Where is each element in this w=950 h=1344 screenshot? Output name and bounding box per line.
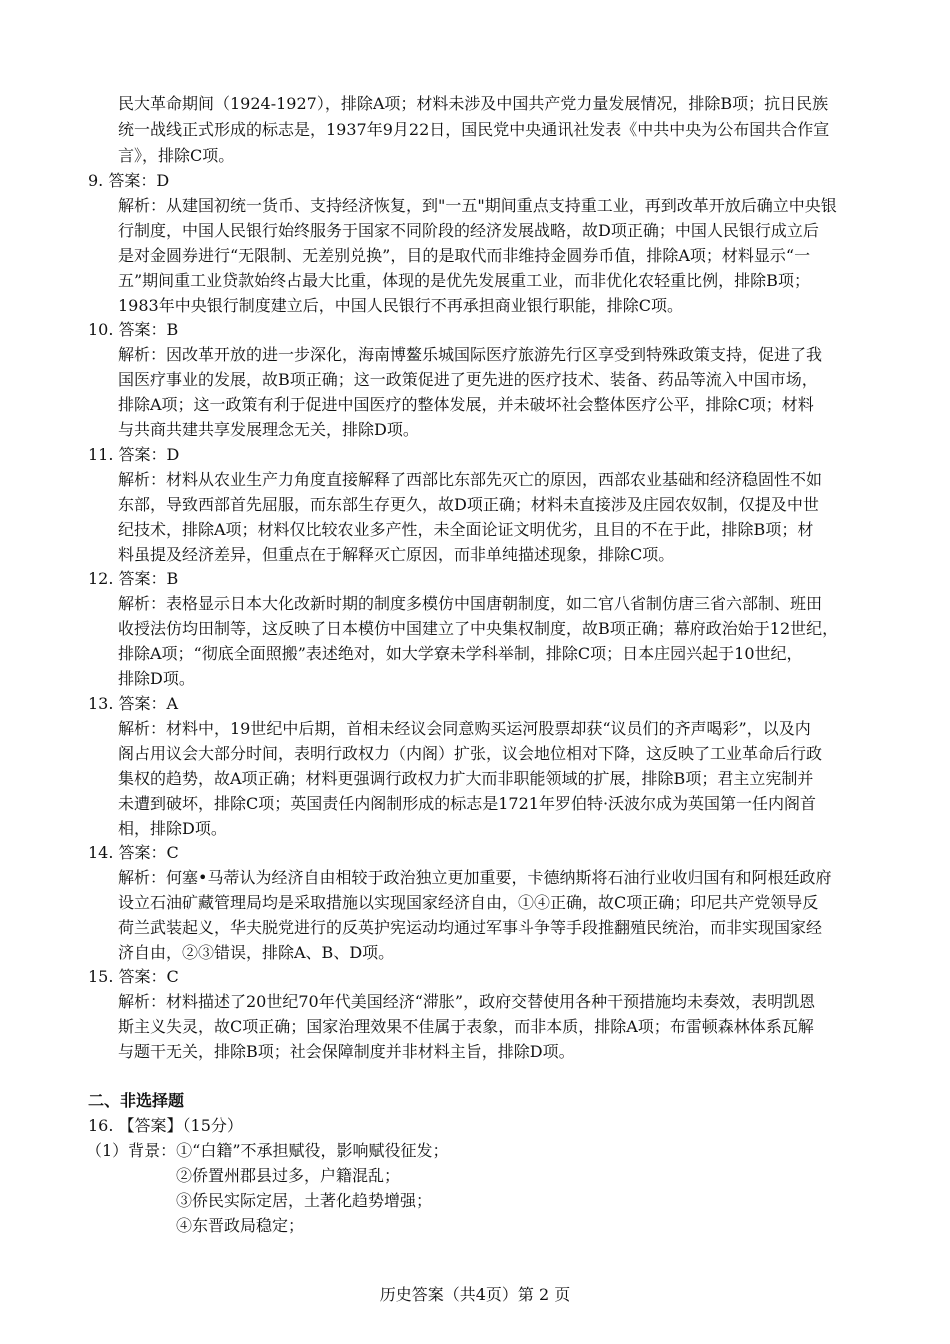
explanation-line: 行制度，中国人民银行始终服务于国家不同阶段的经济发展战略，故D项正确；中国人民银行成立后	[118, 221, 819, 240]
explanation-line: 未遭到破坏，排除C项；英国责任内阁制形成的标志是1721年罗伯特·沃波尔成为英国第一任内阁首	[118, 794, 817, 813]
explanation-line: 阁占用议会大部分时间，表明行政权力（内阁）扩张，议会地位相对下降，这反映了工业革命后行政	[118, 744, 823, 763]
explanation-line: 东部，导致西部首先屈服，而东部生存更久，故D项正确；材料未直接涉及庄园农奴制，仅提及中世	[118, 495, 819, 514]
explanation-line: 解析：何塞•马蒂认为经济自由相较于政治独立更加重要，卡德纳斯将石油行业收归国有和阿根廷政府	[118, 868, 832, 887]
answer-line: ③侨民实际定居，土著化趋势增强；	[176, 1191, 433, 1210]
answer-heading: 13. 答案：A	[88, 694, 179, 713]
answer-heading: 10. 答案：B	[88, 320, 179, 339]
explanation-line: 排除A项；这一政策有利于促进中国医疗的整体发展，并未破坏社会整体医疗公平，排除C项；材料	[118, 395, 814, 414]
explanation-line: 斯主义失灵，故C项正确；国家治理效果不佳属于表象，而非本质，排除A项；布雷顿森林体系瓦解	[118, 1017, 814, 1036]
explanation-line: 排除D项。	[118, 669, 195, 688]
page-footer: 历史答案（共4页）第 2 页	[379, 1285, 571, 1304]
answer-line: ②侨置州郡县过多，户籍混乱；	[176, 1166, 401, 1185]
explanation-line: 解析：材料中，19世纪中后期，首相未经议会同意购买运河股票却获“议员们的齐声喝彩”，以及内	[118, 719, 811, 738]
explanation-line: 济自由，②③错误，排除A、B、D项。	[118, 943, 395, 962]
paragraph-line: 统一战线正式形成的标志是，1937年9月22日，国民党中央通讯社发表《中共中央为公布国共合作宣	[118, 120, 830, 139]
explanation-line: 与题干无关，排除B项；社会保障制度并非材料主旨，排除D项。	[118, 1042, 575, 1061]
explanation-line: 解析：从建国初统一货币、支持经济恢复，到"一五"期间重点支持重工业，再到改革开放后确立中央银	[118, 196, 837, 215]
explanation-line: 料虽提及经济差异，但重点在于解释灭亡原因，而非单纯描述现象，排除C项。	[118, 545, 675, 564]
paragraph-line: 言》，排除C项。	[118, 146, 235, 165]
answer-line: ④东晋政局稳定；	[176, 1216, 305, 1235]
explanation-line: 排除A项；“彻底全面照搬”表述绝对，如大学寮未学科举制，排除C项；日本庄园兴起于10世纪，	[118, 644, 803, 663]
explanation-line: 国医疗事业的发展，故B项正确；这一政策促进了更先进的医疗技术、装备、药品等流入中国市场，	[118, 370, 818, 389]
answer-heading: 12. 答案：B	[88, 569, 179, 588]
answer-line: （1）背景：①“白籍”不承担赋役，影响赋役征发；	[86, 1141, 449, 1160]
answer-heading: 11. 答案：D	[88, 445, 180, 464]
answer-heading: 9. 答案：D	[88, 171, 170, 190]
paragraph-line: 民大革命期间（1924-1927），排除A项；材料未涉及中国共产党力量发展情况，排除B项；抗日民族	[118, 94, 829, 113]
explanation-line: 五”期间重工业贷款始终占最大比重，体现的是优先发展重工业，而非优化农轻重比例，排除B项；	[118, 271, 810, 290]
answer-heading: 15. 答案：C	[88, 967, 179, 986]
explanation-line: 解析：表格显示日本大化改新时期的制度多模仿中国唐朝制度，如二官八省制仿唐三省六部制、班田	[118, 594, 823, 613]
explanation-line: 解析：材料从农业生产力角度直接解释了西部比东部先灭亡的原因，西部农业基础和经济稳固性不如	[118, 470, 823, 489]
explanation-line: 设立石油矿藏管理局均是采取措施以实现国家经济自由，①④正确，故C项正确；印尼共产党领导反	[118, 893, 819, 912]
answer-heading: 14. 答案：C	[88, 843, 179, 862]
explanation-line: 相，排除D项。	[118, 819, 227, 838]
explanation-line: 荷兰武装起义，华夫脱党进行的反英护宪运动均通过军事斗争等手段推翻殖民统治，而非实现国家经	[118, 918, 823, 937]
explanation-line: 解析：材料描述了20世纪70年代美国经济“滞胀”，政府交替使用各种干预措施均未奏效，表明凯恩	[118, 992, 816, 1011]
explanation-line: 是对金圆券进行“无限制、无差别兑换”，目的是取代而非维持金圆券币值，排除A项；材料显示“一	[118, 246, 811, 265]
explanation-line: 收授法仿均田制等，这反映了日本模仿中国建立了中央集权制度，故B项正确；幕府政治始于12世纪，	[118, 619, 839, 638]
explanation-line: 1983年中央银行制度建立后，中国人民银行不再承担商业银行职能，排除C项。	[118, 296, 683, 315]
explanation-line: 纪技术，排除A项；材料仅比较农业多产性，未全面论证文明优劣，且目的不在于此，排除B项；材	[118, 520, 814, 539]
explanation-line: 与共商共建共享发展理念无关，排除D项。	[118, 420, 419, 439]
explanation-line: 集权的趋势，故A项正确；材料更强调行政权力扩大而非职能领域的扩展，排除B项；君主立宪制并	[118, 769, 814, 788]
explanation-line: 解析：因改革开放的进一步深化，海南博鳌乐城国际医疗旅游先行区享受到特殊政策支持，促进了我	[118, 345, 823, 364]
section-title: 二、非选择题	[88, 1091, 185, 1110]
answer-heading: 16. 【答案】（15分）	[88, 1116, 243, 1135]
